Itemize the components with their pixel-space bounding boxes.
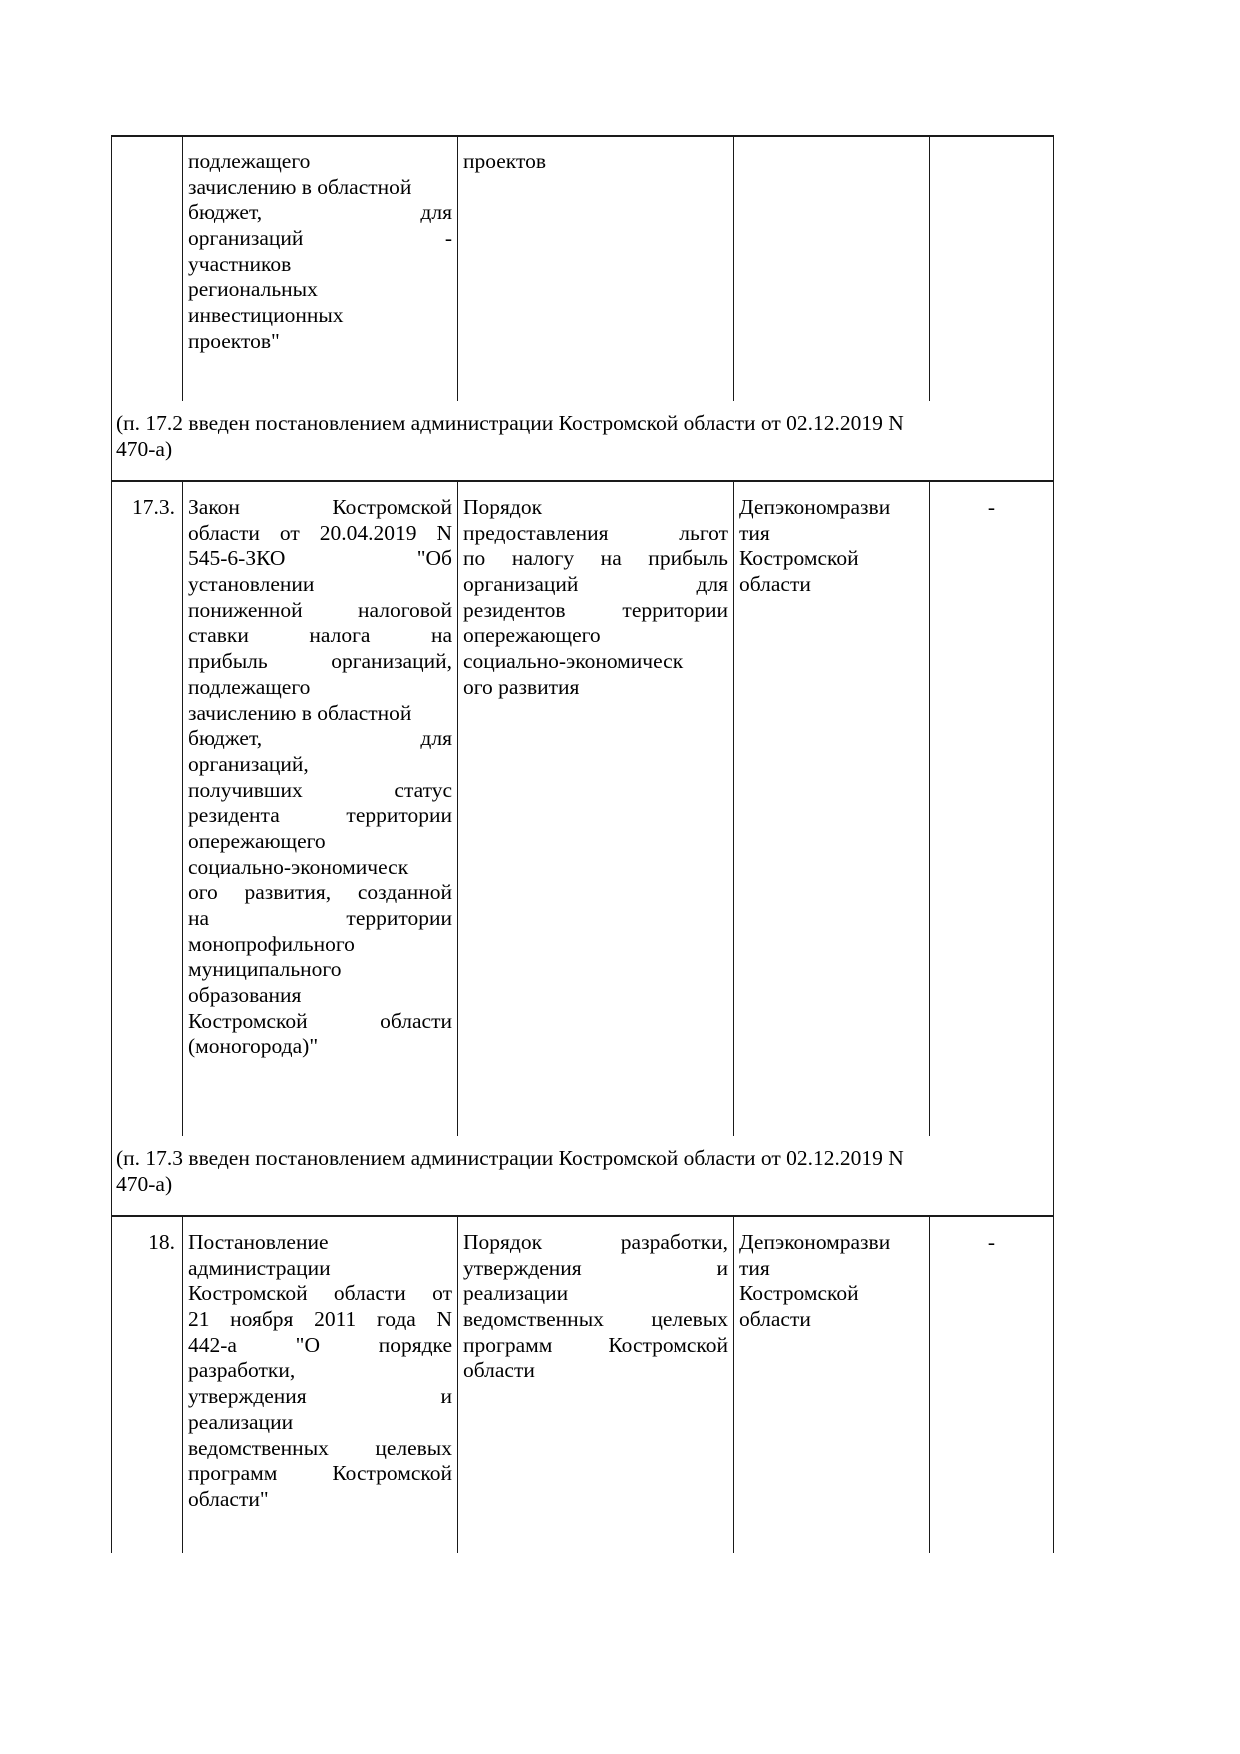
act-line: инвестиционных xyxy=(188,303,344,328)
act-line: области от 20.04.2019 N xyxy=(188,520,452,545)
act-line: зачислению в областной xyxy=(188,174,412,199)
note-line: (п. 17.2 введен постановлением администрации Костромской области от 02.12.2019 N xyxy=(116,411,904,435)
act-line: администрации xyxy=(188,1255,331,1280)
act-line: 442-а "О порядке xyxy=(188,1332,452,1357)
cell-description xyxy=(458,481,734,1136)
act-line: разработки, xyxy=(188,1358,296,1383)
act-line: социально-экономическ xyxy=(188,854,409,879)
act-line: прибыль организаций, xyxy=(188,649,452,674)
note-line: 470-а) xyxy=(116,1171,173,1196)
act-line: 545-6-ЗКО "Об xyxy=(188,546,452,571)
cell-description xyxy=(458,136,734,401)
cell-note: - xyxy=(930,481,1054,1136)
description-line: программ Костромской xyxy=(463,1332,728,1357)
act-line: образования xyxy=(188,983,302,1008)
act-line: утверждения и xyxy=(188,1384,452,1409)
act-line: организаций - xyxy=(188,226,452,251)
cell-department xyxy=(734,1216,930,1553)
cell-note xyxy=(930,136,1054,401)
cell-number: 18. xyxy=(112,1216,183,1553)
description-line: проектов xyxy=(463,149,546,173)
act-line: Костромской области от xyxy=(188,1281,452,1306)
table-row-18 xyxy=(112,1216,1054,1553)
act-line: проектов" xyxy=(188,328,280,353)
department-line: Костромской xyxy=(739,546,859,571)
act-line: муниципального xyxy=(188,957,342,982)
description-line: опережающего xyxy=(463,623,601,648)
act-line: бюджет, для xyxy=(188,726,452,751)
act-line: зачислению в областной xyxy=(188,700,412,725)
act-line: ставки налога на xyxy=(188,623,452,648)
description-line: резидентов территории xyxy=(463,597,728,622)
act-line: участников xyxy=(188,251,292,276)
description-line: по налогу на прибыль xyxy=(463,546,728,571)
department-line: области xyxy=(739,572,811,597)
table-row-17-3 xyxy=(112,481,1054,1136)
act-line: получивших статус xyxy=(188,777,452,802)
description-line: утверждения и xyxy=(463,1255,728,1280)
act-line: организаций, xyxy=(188,751,309,776)
act-line: на территории xyxy=(188,906,452,930)
amendment-note-17-2 xyxy=(112,401,1054,481)
department-line: области xyxy=(739,1307,811,1332)
cell-number: 17.3. xyxy=(112,481,183,1136)
act-line: пониженной налоговой xyxy=(188,597,452,622)
act-line: ого развития, созданной xyxy=(188,880,452,905)
description-line: Порядок xyxy=(463,495,543,519)
act-line: программ Костромской xyxy=(188,1461,452,1486)
cell-number xyxy=(112,136,183,401)
cell-legal-act xyxy=(183,136,458,401)
act-line: Закон Костромской xyxy=(188,495,452,519)
amendment-note-17-3 xyxy=(112,1136,1054,1216)
description-line: организаций для xyxy=(463,572,728,597)
act-line: подлежащего xyxy=(188,674,311,699)
table-row-continuation xyxy=(112,136,1054,401)
department-line: тия xyxy=(739,1255,770,1280)
department-line: Костромской xyxy=(739,1281,859,1306)
note-line: (п. 17.3 введен постановлением администрации Костромской области от 02.12.2019 N xyxy=(116,1146,904,1170)
description-line: ого развития xyxy=(463,674,580,699)
act-line: ведомственных целевых xyxy=(188,1435,452,1460)
cell-department xyxy=(734,481,930,1136)
description-line: ведомственных целевых xyxy=(463,1307,728,1332)
act-line: опережающего xyxy=(188,828,326,853)
act-line: подлежащего xyxy=(188,149,311,173)
department-line: тия xyxy=(739,520,770,545)
act-line: установлении xyxy=(188,572,315,597)
description-line: предоставления льгот xyxy=(463,520,728,545)
description-line: социально-экономическ xyxy=(463,649,684,674)
cell-description xyxy=(458,1216,734,1553)
act-line: региональных xyxy=(188,277,318,302)
amendment-note-row xyxy=(112,401,1054,481)
act-line: Постановление xyxy=(188,1230,329,1254)
department-line: Депэкономразви xyxy=(739,1230,891,1254)
cell-legal-act xyxy=(183,1216,458,1553)
act-line: бюджет, для xyxy=(188,200,452,225)
act-line: резидента территории xyxy=(188,803,452,828)
cell-department xyxy=(734,136,930,401)
act-line: реализации xyxy=(188,1409,294,1434)
cell-legal-act xyxy=(183,481,458,1136)
act-line: 21 ноября 2011 года N xyxy=(188,1307,452,1332)
act-line: монопрофильного xyxy=(188,931,355,956)
act-line: области" xyxy=(188,1486,269,1511)
description-line: реализации xyxy=(463,1281,569,1306)
note-line: 470-а) xyxy=(116,436,173,461)
amendment-note-row xyxy=(112,1136,1054,1216)
act-line: (моногорода)" xyxy=(188,1034,319,1059)
regulations-table xyxy=(111,135,1054,1553)
act-line: Костромской области xyxy=(188,1008,452,1033)
description-line: области xyxy=(463,1358,535,1383)
cell-note: - xyxy=(930,1216,1054,1553)
department-line: Депэкономразви xyxy=(739,495,891,519)
description-line: Порядок разработки, xyxy=(463,1230,728,1254)
